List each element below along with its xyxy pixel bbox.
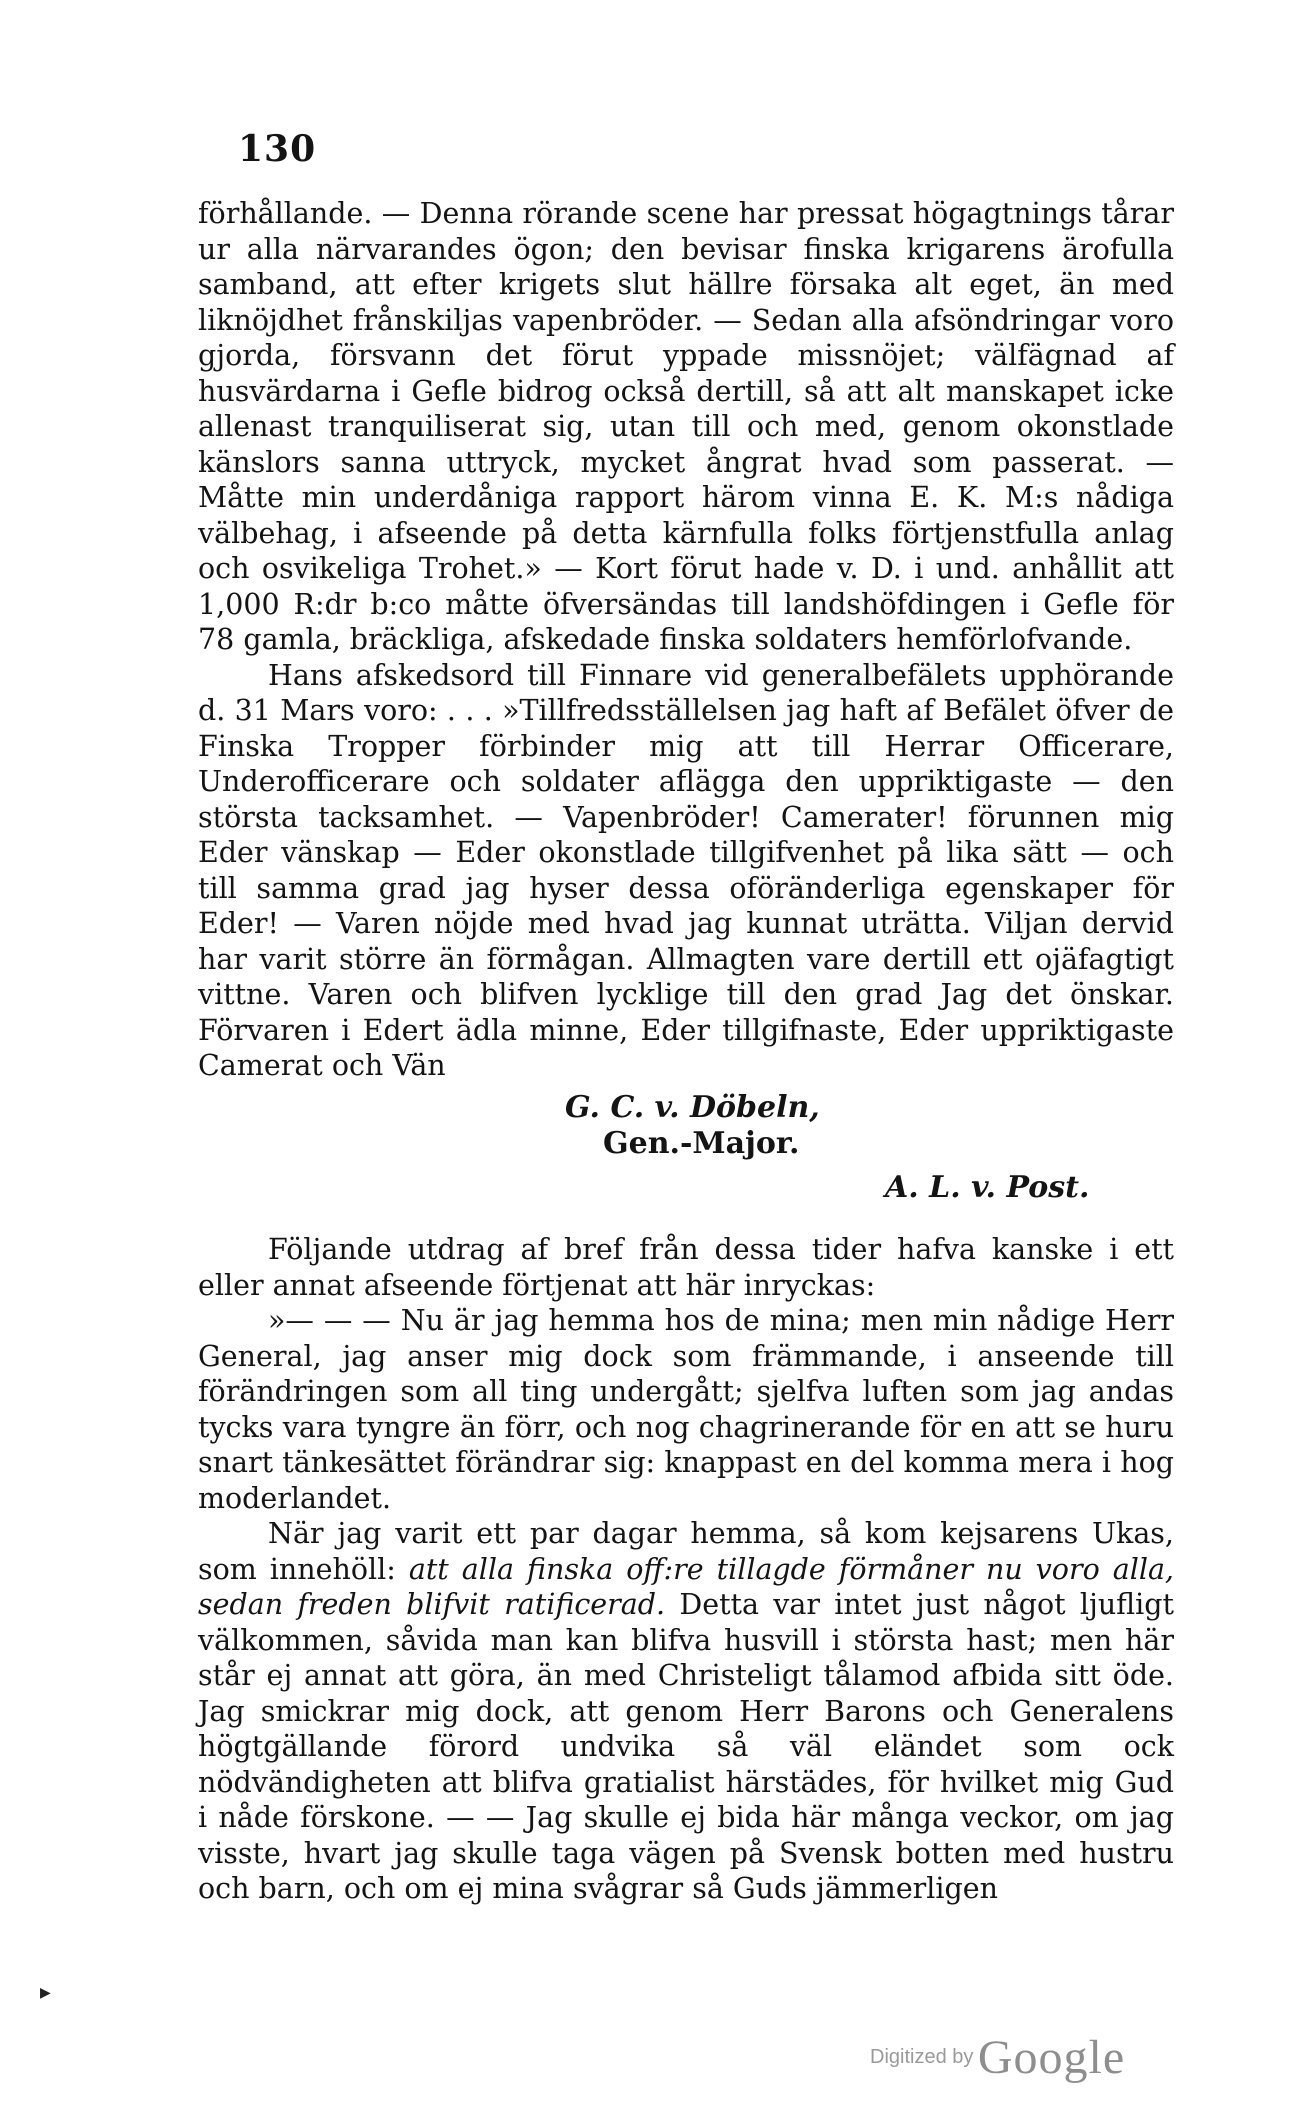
paragraph-letter-2	[198, 1516, 1174, 1907]
paragraph-extract-intro: Följande utdrag af bref från dessa tider hafva kanske i ett eller annat afseende förtjenat att här inryckas:	[198, 1233, 1174, 1302]
page-number: 130	[238, 128, 317, 170]
main-text-upper	[198, 196, 1174, 1084]
paragraph-farewell-speech: Hans afskedsord till Finnare vid generalbefälets upphörande d. 31 Mars voro: . . . »Tillfredsställelsen jag haft af Befälet öfver de Finska Tropper förbinder mig att till Herrar Officerare, Underofficerare och soldater aflägga den uppriktigaste — den största tacksamhet. — Vapenbröder! Camerater! förunnen mig Eder vänskap — Eder okonstlade tillgifvenhet på lika sätt — och till samma grad jag hyser dessa oföränderliga egenskaper för Eder! — Varen nöjde med hvad jag kunnat uträtta. Viljan dervid har varit större än förmågan. Allmagten vare dertill ett ojäfagtigt vittne. Varen och blifven lycklige till den grad Jag det önskar. Förvaren i Edert ädla minne, Eder tillgifnaste, Eder uppriktigaste Camerat och Vän	[198, 658, 1174, 1082]
signature-name: G. C. v. Döbeln,	[565, 1090, 820, 1125]
signature-title: Gen.-Major.	[603, 1126, 800, 1161]
watermark-prefix: Digitized by	[870, 2046, 974, 2068]
main-text-lower	[198, 1232, 1174, 1907]
scan-arrow-mark: ▶	[40, 1985, 51, 2001]
digitized-watermark	[870, 2030, 1125, 2085]
letter-2-italic-quote: att alla finska off:re tillagde förmåner nu voro alla, sedan freden blifvit ratificerad.	[198, 1552, 1174, 1621]
paragraph-letter-1: »— — — Nu är jag hemma hos de mina; men min nådige Herr General, jag anser mig dock som främmande, i anseende till förändringen som all ting undergått; sjelfva luften som jag andas tycks vara tyngre än förr, och nog chagrinerande för en att se huru snart tänkesättet förändrar sig: knappast en del komma mera i hog moderlandet.	[198, 1304, 1174, 1515]
signature-post: A. L. v. Post.	[885, 1170, 1090, 1205]
paragraph-military-report: förhållande. — Denna rörande scene har pressat högagtnings tårar ur alla närvarandes ögon; den bevisar finska krigarens ärofulla samband, att efter krigets slut hällre försaka alt eget, än med liknöjdhet frånskiljas vapenbröder. — Sedan alla afsöndringar voro gjorda, försvann det förut yppade missnöjet; välfägnad af husvärdarna i Gefle bidrog också dertill, så att alt manskapet icke allenast tranquiliserat sig, utan till och med, genom okonstlade känslors sanna uttryck, mycket ångrat hvad som passerat. — Måtte min underdåniga rapport härom vinna E. K. M:s nådiga välbehag, i afseende på detta kärnfulla folks förtjenstfulla anlag och osvikeliga Trohet.» — Kort förut hade v. D. i und. anhållit att 1,000 R:dr b:co måtte öfversändas till landshöfdingen i Gefle för 78 gamla, bräckliga, afskedade finska soldaters hemförlofvande.	[198, 197, 1174, 656]
google-logo: Google	[977, 2031, 1126, 2084]
letter-2-text-start: När jag varit ett par dagar hemma, så kom kejsarens Ukas, som innehöll:	[198, 1517, 1174, 1586]
letter-2-text-end: Detta var intet just något ljufligt välkommen, såvida man kan blifva husvill i största hast; men här står ej annat att göra, än med Christeligt tålamod afbida sitt öde. Jag smickrar mig dock, att genom Herr Barons och Generalens högtgällande förord undvika så väl eländet som ock nödvändigheten att blifva gratialist härstädes, för hvilket mig Gud i nåde förskone. — — Jag skulle ej bida här många veckor, om jag visste, hvart jag skulle taga vägen på Svensk botten med hustru och barn, och om ej mina svågrar så Guds jämmerligen	[198, 1588, 1174, 1905]
